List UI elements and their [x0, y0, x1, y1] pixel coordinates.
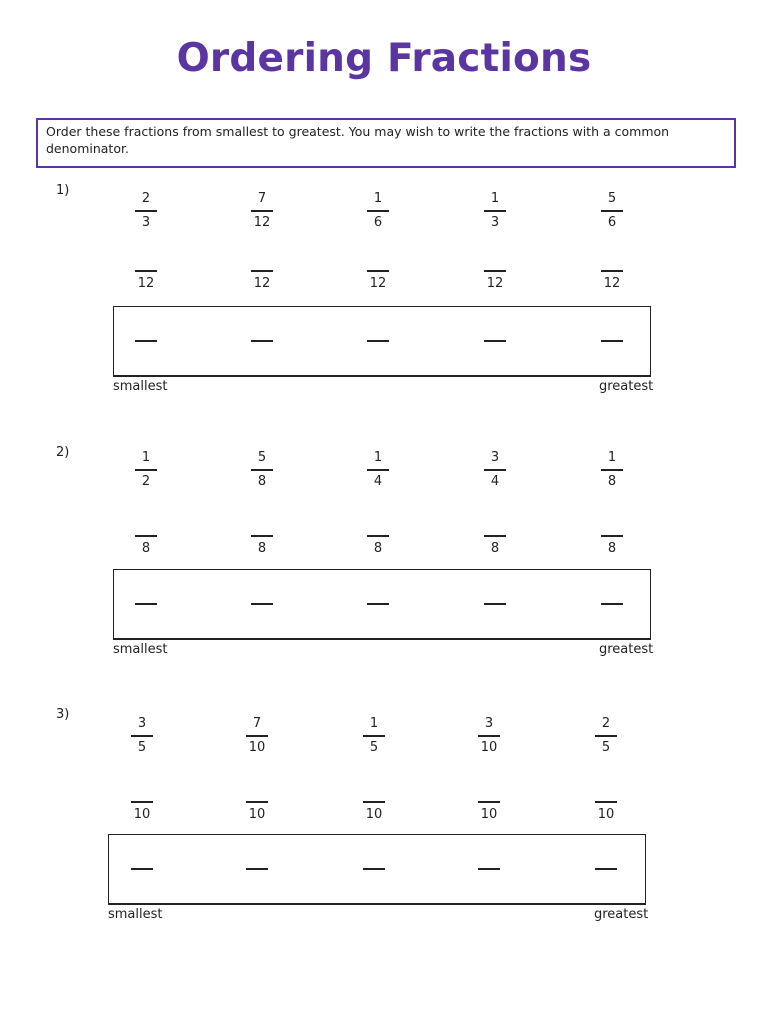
answer-slot[interactable]: [484, 603, 506, 605]
equivalent-fraction-blank[interactable]: [131, 270, 161, 292]
smallest-label: smallest: [113, 379, 168, 394]
numerator-write-line[interactable]: [601, 535, 623, 537]
smallest-label: smallest: [108, 907, 163, 922]
numerator-write-line[interactable]: [363, 801, 385, 803]
common-denominator: 12: [369, 275, 387, 291]
fraction-bar: [367, 469, 389, 471]
fraction-denominator: 3: [490, 214, 500, 230]
fraction-numerator: 1: [141, 450, 151, 465]
fraction-numerator: 3: [484, 716, 494, 731]
equivalent-fraction-blank[interactable]: [591, 801, 621, 823]
fraction-denominator: 4: [373, 473, 383, 489]
fraction: [131, 450, 161, 490]
fraction: [480, 450, 510, 490]
fraction-numerator: 2: [601, 716, 611, 731]
equivalent-fraction-blank[interactable]: [597, 270, 627, 292]
question-number: 3): [56, 707, 70, 722]
fraction: [591, 716, 621, 756]
fraction-numerator: 2: [141, 191, 151, 206]
common-denominator: 10: [480, 806, 498, 822]
answer-slot[interactable]: [363, 868, 385, 870]
common-denominator: 12: [486, 275, 504, 291]
numerator-write-line[interactable]: [251, 270, 273, 272]
fraction: [127, 716, 157, 756]
equivalent-fraction-blank[interactable]: [242, 801, 272, 823]
fraction: [474, 716, 504, 756]
common-denominator: 12: [603, 275, 621, 291]
fraction-denominator: 5: [137, 739, 147, 755]
answer-slot[interactable]: [135, 603, 157, 605]
answer-slot[interactable]: [601, 340, 623, 342]
fraction-bar: [484, 469, 506, 471]
answer-box: [113, 306, 651, 377]
fraction-bar: [135, 210, 157, 212]
fraction-numerator: 1: [373, 191, 383, 206]
equivalent-fraction-blank[interactable]: [474, 801, 504, 823]
equivalent-fraction-blank[interactable]: [247, 270, 277, 292]
fraction-denominator: 6: [373, 214, 383, 230]
equivalent-fraction-blank[interactable]: [363, 270, 393, 292]
fraction-denominator: 8: [607, 473, 617, 489]
numerator-write-line[interactable]: [135, 535, 157, 537]
fraction-bar: [251, 210, 273, 212]
common-denominator: 8: [373, 540, 383, 556]
numerator-write-line[interactable]: [367, 270, 389, 272]
fraction: [247, 450, 277, 490]
fraction-numerator: 7: [257, 191, 267, 206]
fraction-numerator: 5: [257, 450, 267, 465]
numerator-write-line[interactable]: [367, 535, 389, 537]
numerator-write-line[interactable]: [131, 801, 153, 803]
fraction-denominator: 8: [257, 473, 267, 489]
numerator-write-line[interactable]: [595, 801, 617, 803]
fraction-bar: [251, 469, 273, 471]
common-denominator: 10: [365, 806, 383, 822]
fraction: [363, 191, 393, 231]
fraction-numerator: 7: [252, 716, 262, 731]
numerator-write-line[interactable]: [246, 801, 268, 803]
fraction: [363, 450, 393, 490]
fraction-bar: [484, 210, 506, 212]
common-denominator: 10: [597, 806, 615, 822]
fraction-bar: [131, 735, 153, 737]
fraction-denominator: 2: [141, 473, 151, 489]
numerator-write-line[interactable]: [251, 535, 273, 537]
fraction-bar: [246, 735, 268, 737]
fraction-bar: [595, 735, 617, 737]
fraction-numerator: 3: [490, 450, 500, 465]
common-denominator: 8: [141, 540, 151, 556]
greatest-label: greatest: [599, 379, 654, 394]
equivalent-fraction-blank[interactable]: [127, 801, 157, 823]
equivalent-fraction-blank[interactable]: [131, 535, 161, 557]
fraction-bar: [601, 210, 623, 212]
fraction-numerator: 5: [607, 191, 617, 206]
fraction-bar: [478, 735, 500, 737]
common-denominator: 12: [253, 275, 271, 291]
answer-slot[interactable]: [601, 603, 623, 605]
answer-slot[interactable]: [595, 868, 617, 870]
equivalent-fraction-blank[interactable]: [480, 535, 510, 557]
common-denominator: 8: [257, 540, 267, 556]
numerator-write-line[interactable]: [484, 270, 506, 272]
fraction-denominator: 12: [253, 214, 271, 230]
fraction-denominator: 6: [607, 214, 617, 230]
answer-slot[interactable]: [367, 603, 389, 605]
fraction: [131, 191, 161, 231]
fraction-numerator: 1: [490, 191, 500, 206]
fraction-bar: [367, 210, 389, 212]
common-denominator: 12: [137, 275, 155, 291]
fraction-numerator: 1: [369, 716, 379, 731]
greatest-label: greatest: [594, 907, 649, 922]
page-title: Ordering Fractions: [176, 36, 592, 81]
numerator-write-line[interactable]: [601, 270, 623, 272]
fraction-bar: [601, 469, 623, 471]
common-denominator: 8: [490, 540, 500, 556]
fraction: [597, 450, 627, 490]
equivalent-fraction-blank[interactable]: [247, 535, 277, 557]
common-denominator: 8: [607, 540, 617, 556]
equivalent-fraction-blank[interactable]: [359, 801, 389, 823]
fraction-numerator: 3: [137, 716, 147, 731]
answer-slot[interactable]: [131, 868, 153, 870]
answer-slot[interactable]: [478, 868, 500, 870]
common-denominator: 10: [133, 806, 151, 822]
fraction-denominator: 5: [369, 739, 379, 755]
fraction-numerator: 1: [607, 450, 617, 465]
fraction: [242, 716, 272, 756]
numerator-write-line[interactable]: [478, 801, 500, 803]
common-denominator: 10: [248, 806, 266, 822]
fraction-denominator: 10: [480, 739, 498, 755]
instructions-box: Order these fractions from smallest to greatest. You may wish to write the fractions with a common denominator.: [36, 118, 736, 168]
answer-box: [108, 834, 646, 905]
fraction-bar: [135, 469, 157, 471]
fraction-denominator: 10: [248, 739, 266, 755]
fraction: [480, 191, 510, 231]
answer-slot[interactable]: [484, 340, 506, 342]
answer-slot[interactable]: [251, 603, 273, 605]
fraction: [359, 716, 389, 756]
fraction: [597, 191, 627, 231]
fraction-denominator: 5: [601, 739, 611, 755]
greatest-label: greatest: [599, 642, 654, 657]
fraction: [247, 191, 277, 231]
equivalent-fraction-blank[interactable]: [480, 270, 510, 292]
answer-slot[interactable]: [246, 868, 268, 870]
answer-box: [113, 569, 651, 640]
answer-slot[interactable]: [367, 340, 389, 342]
numerator-write-line[interactable]: [135, 270, 157, 272]
equivalent-fraction-blank[interactable]: [363, 535, 393, 557]
numerator-write-line[interactable]: [484, 535, 506, 537]
answer-slot[interactable]: [251, 340, 273, 342]
fraction-denominator: 4: [490, 473, 500, 489]
question-number: 2): [56, 445, 70, 460]
fraction-numerator: 1: [373, 450, 383, 465]
fraction-denominator: 3: [141, 214, 151, 230]
question-number: 1): [56, 183, 70, 198]
fraction-bar: [363, 735, 385, 737]
equivalent-fraction-blank[interactable]: [597, 535, 627, 557]
smallest-label: smallest: [113, 642, 168, 657]
answer-slot[interactable]: [135, 340, 157, 342]
